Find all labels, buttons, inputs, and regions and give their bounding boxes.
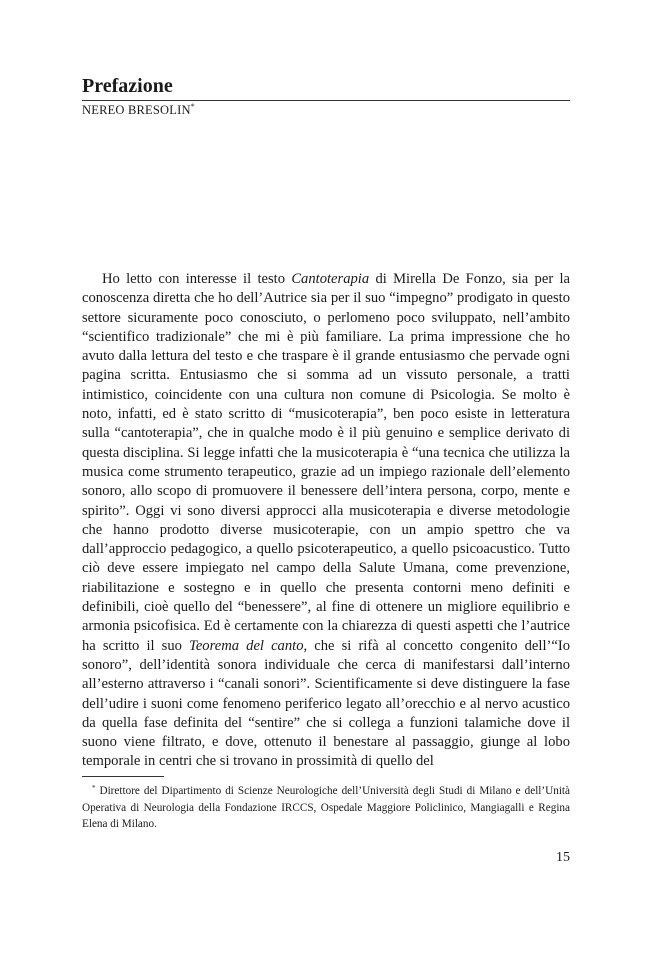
footnote-text: Direttore del Dipartimento di Scienze Neurologiche dell’Università degli Studi di Milano e dell’Unità Operativa di Neurologia della Fondazione IRCCS, Ospedale Maggiore Policlinico, Mangiagalli e Regina Elena di Milano.	[82, 785, 570, 830]
page-number: 15	[556, 850, 570, 865]
footnote	[82, 783, 570, 833]
body-text-part-3: , che si rifà al concetto congenito dell’“Io sonoro”, dell’identità sonora individuale che cerca di manifestarsi dall’interno all’esterno attraverso i “canali sonori”. Scientificamente si deve distinguere la fase dell’udire i suoni come fenomeno periferico legato all’orecchio e al nervo acustico da quella fase definita del “sentire” che si collega a funzioni talamiche dove il suono viene filtrato, e dove, ottenuto il benestare al passaggio, giunge al lobo temporale in centri che si trovano in prossimità di quello del	[82, 637, 570, 770]
chapter-title: Prefazione	[82, 75, 173, 97]
title-rule	[82, 100, 570, 101]
author-line	[82, 102, 195, 118]
footnote-marker: *	[92, 784, 96, 792]
body-text-part-1: Ho letto con interesse il testo	[102, 271, 292, 287]
book-title-teorema: Teorema del canto	[189, 637, 304, 654]
author-footnote-marker: *	[190, 102, 195, 111]
body-text-part-2: di Mirella De Fonzo, sia per la conoscenza diretta che ho dell’Autrice sia per il suo “impegno” prodigato in questo settore sicuramente poco conosciuto, o perlomeno poco sviluppato, nell’ambito “scientifico tradizionale” che mi è più familiare. La prima impressione che ho avuto dalla lettura del testo e che traspare è il grande entusiasmo che pervade ogni pagina scritta. Entusiasmo che si somma ad un vissuto personale, a tratti intimistico, coincidente con una cultura non comune di Psicologia. Se molto è noto, infatti, ed è stato scritto di “musicoterapia”, ben poco esiste in letteratura sulla “cantoterapia”, che in qualche modo è il più genuino e semplice derivato di questa disciplina. Si legge infatti che la musicoterapia è “una tecnica che utilizza la musica come strumento terapeutico, grazie ad un impiego razionale dell’elemento sonoro, allo scopo di promuovere il benessere dell’intera persona, corpo, mente e spirito”. Oggi vi sono diversi approcci alla musicoterapia e diverse metodologie che hanno prodotto diverse musicoterapie, con un ampio spettro che va dall’approccio pedagogico, a quello psicoterapeutico, a quello psicoacustico. Tutto ciò deve essere impiegato nel campo della Salute Umana, come prevenzione, riabilitazione e sostegno e in quello che presenta contorni meno definiti e definibili, cioè quello del “benessere”, al fine di ottenere un migliore equilibrio e armonia psicofisica. Ed è certamente con la chiarezza di questi aspetti che l’autrice ha scritto il suo	[82, 271, 571, 654]
book-title-cantoterapia: Cantoterapia	[291, 271, 370, 287]
body-paragraph	[82, 270, 570, 772]
footnote-rule	[82, 776, 164, 777]
author-name: NEREO BRESOLIN	[82, 103, 191, 117]
